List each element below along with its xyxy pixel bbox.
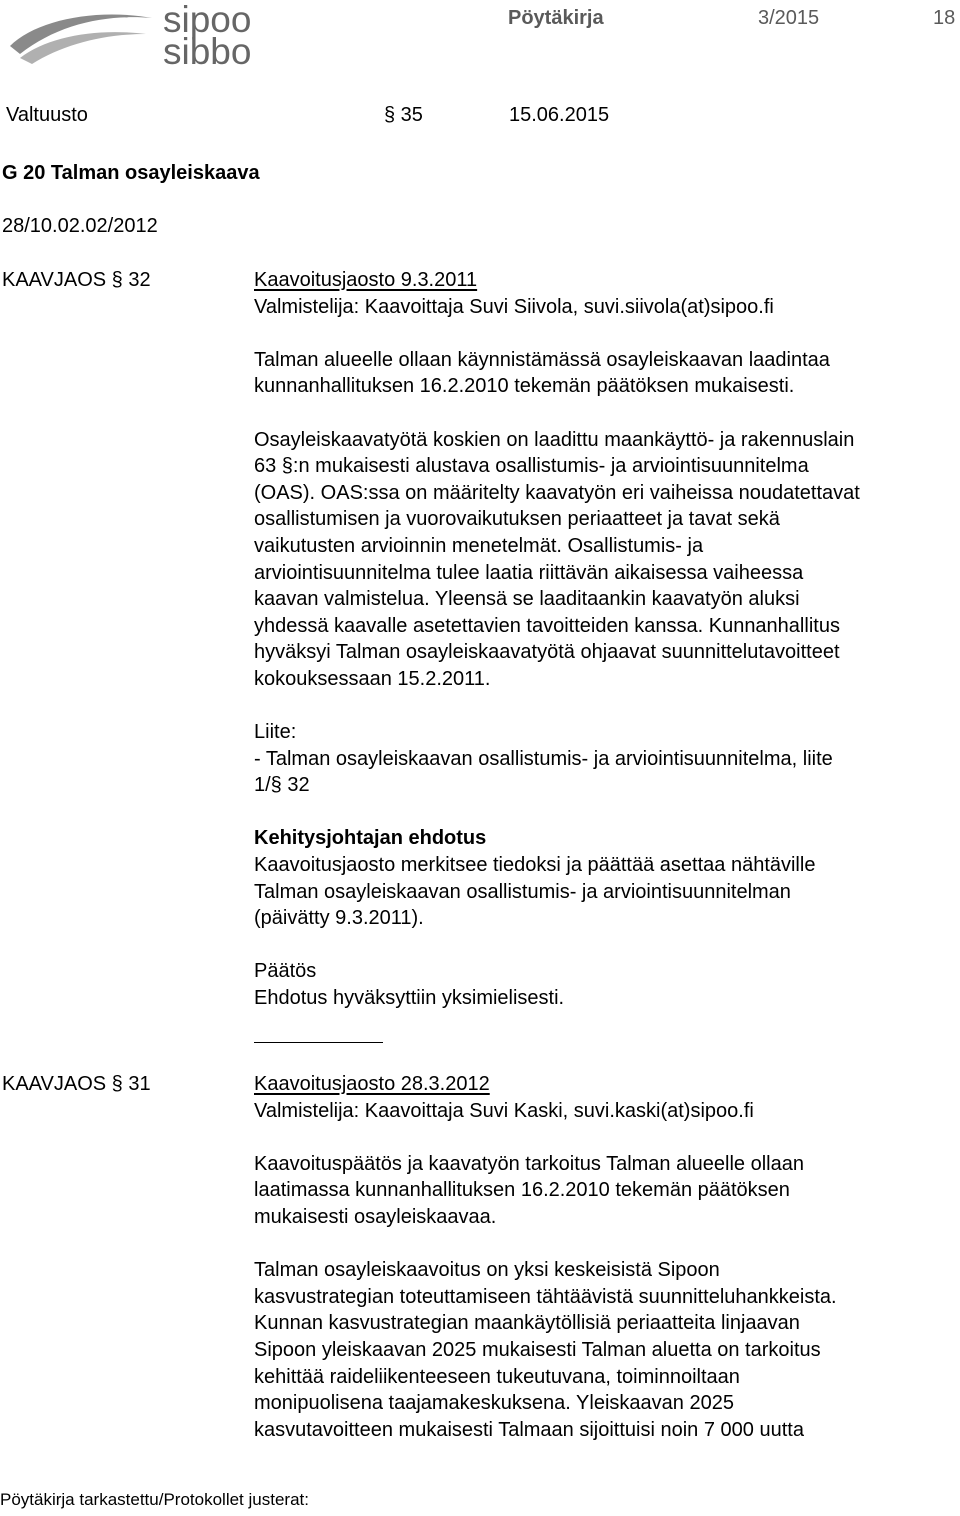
logo-text-fi: sipoo [163, 0, 252, 40]
entry1-meeting-line: Kaavoitusjaosto 9.3.2011 [254, 269, 478, 291]
entry2-preparer: Valmistelija: Kaavoittaja Suvi Kaski, suvi.kaski(at)sipoo.fi [254, 1099, 754, 1122]
doc-type: Pöytäkirja [508, 7, 604, 29]
meeting-body: Valtuusto [6, 104, 88, 126]
entry2-para1-line: mukaisesti osayleiskaavaa. [254, 1205, 497, 1228]
doc-number: 3/2015 [758, 7, 820, 29]
attachment-line: 1/§ 32 [254, 774, 310, 797]
meeting-section: § 35 [384, 104, 423, 126]
entry2-para2-line: kasvustrategian toteuttamiseen tähtäävistä suunnitteluhankkeista. [254, 1285, 837, 1308]
attachment-heading: Liite: [254, 721, 297, 744]
logo-text-sv: sibbo [163, 31, 252, 72]
diary-number: 28/10.02.02/2012 [2, 215, 158, 237]
item-title: G 20 Talman osayleiskaava [2, 162, 260, 184]
footer-text: Pöytäkirja tarkastettu/Protokollet justerat: [0, 1490, 309, 1509]
proposal-line: Kaavoitusjaosto merkitsee tiedoksi ja päättää asettaa nähtäville [254, 854, 816, 877]
entry1-para2-line: kokouksessaan 15.2.2011. [254, 667, 491, 690]
entry1-para1-line: kunnanhallituksen 16.2.2010 tekemän päätöksen mukaisesti. [254, 375, 795, 398]
entry1-preparer: Valmistelija: Kaavoittaja Suvi Siivola, suvi.siivola(at)sipoo.fi [254, 295, 774, 318]
entry1-para2-line: yhdessä kaavalle asetettavien tavoitteiden kanssa. Kunnanhallitus [254, 614, 840, 637]
proposal-heading: Kehitysjohtajan ehdotus [254, 827, 487, 850]
entry2-para2-line: Kunnan kasvustrategian maankäytöllisiä periaatteita linjaavan [254, 1312, 800, 1335]
entry2-para2-line: Talman osayleiskaavoitus on yksi keskeisistä Sipoon [254, 1259, 720, 1282]
entry1-para2-line: (OAS). OAS:ssa on määritelty kaavatyön eri vaiheissa noudatettavat [254, 481, 860, 504]
sipoo-logo [6, 2, 256, 70]
entry1-para2-line: kaavan valmistelua. Yleensä se laaditaankin kaavatyön aluksi [254, 588, 800, 611]
entry2-content [254, 1071, 837, 1443]
entry2-para2-line: monipuolisena taajamakeskuksena. Yleiskaavan 2025 [254, 1392, 734, 1415]
proposal-line: Talman osayleiskaavan osallistumis- ja arviointisuunnitelman [254, 880, 791, 903]
entry2-para1-line: laatimassa kunnanhallituksen 16.2.2010 tekemän päätöksen [254, 1179, 790, 1202]
decision-heading: Päätös [254, 960, 317, 983]
entry2-para2-line: kehittää raideliikenteeseen tukeutuvana, toiminnoiltaan [254, 1365, 740, 1388]
decision-text: Ehdotus hyväksyttiin yksimielisesti. [254, 987, 565, 1010]
page-number: 18 [933, 7, 956, 29]
entry1-para2-line: Osayleiskaavatyötä koskien on laadittu maankäyttö- ja rakennuslain [254, 428, 855, 451]
entry2-para2-line: kasvutavoitteen mukaisesti Talmaan sijoittuisi noin 7 000 uutta [254, 1418, 804, 1441]
entry1-para2-line: osallistumisen ja vuorovaikutuksen periaatteet ja tavat sekä [254, 508, 780, 531]
entry-separator [254, 1042, 383, 1043]
entry1-para1-line: Talman alueelle ollaan käynnistämässä osayleiskaavan laadintaa [254, 348, 830, 371]
meeting-date: 15.06.2015 [509, 104, 610, 126]
entry2-para2-line: Sipoon yleiskaavan 2025 mukaisesti Talman aluetta on tarkoitus [254, 1338, 821, 1361]
attachment-line: - Talman osayleiskaavan osallistumis- ja arviointisuunnitelma, liite [254, 747, 833, 770]
proposal-line: (päivätty 9.3.2011). [254, 907, 424, 930]
entry2-label: KAAVJAOS § 31 [2, 1073, 151, 1095]
entry2-para1-line: Kaavoituspäätös ja kaavatyön tarkoitus Talman alueelle ollaan [254, 1152, 804, 1175]
entry1-para2-line: arviointisuunnitelma tulee laatia riittävän aikaisessa vaiheessa [254, 561, 804, 584]
entry1-para2-line: 63 §:n mukaisesti alustava osallistumis- ja arviointisuunnitelma [254, 455, 809, 478]
entry1-para2-line: hyväksyi Talman osayleiskaavatyötä ohjaavat suunnittelutavoitteet [254, 641, 840, 664]
entry1-para2-line: vaikutusten arvioinnin menetelmät. Osallistumis- ja [254, 534, 704, 557]
entry1-label: KAAVJAOS § 32 [2, 269, 151, 291]
sipoo-swoosh-icon [6, 2, 156, 68]
entry1-content [254, 267, 860, 1012]
entry2-meeting-line: Kaavoitusjaosto 28.3.2012 [254, 1073, 490, 1095]
